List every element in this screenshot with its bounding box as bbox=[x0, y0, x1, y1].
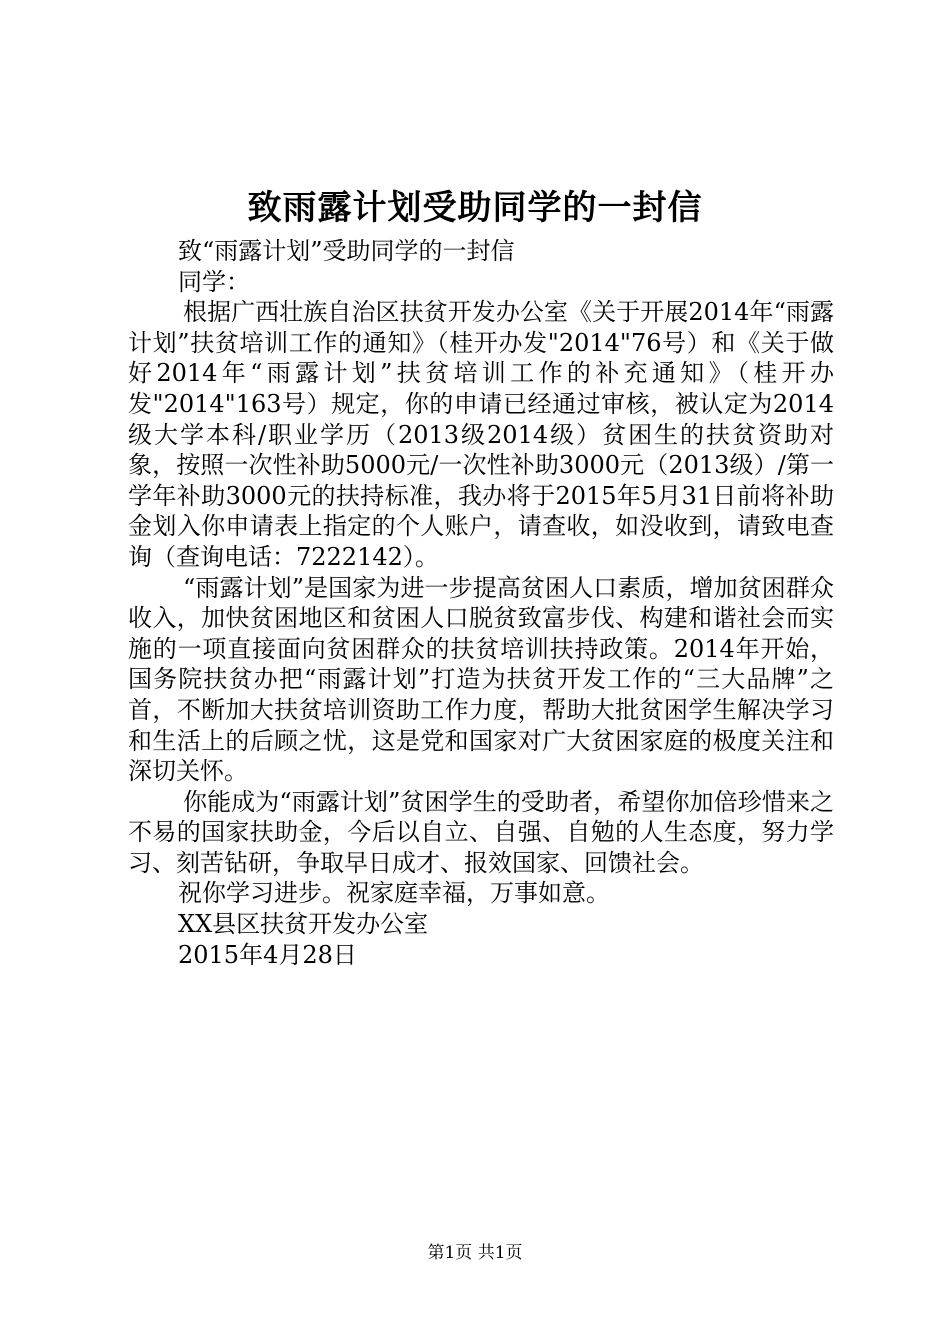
paragraph-1: 根据广西壮族自治区扶贫开发办公室《关于开展2014年“雨露计划”扶贫培训工作的通知》（桂开办发"2014"76号）和《关于做好2014年“雨露计划”扶贫培训工作的补充通知》（桂开办发"2014"163号）规定，你的申请已经通过审核，被认定为2014级大学本科/职业学历（2013级2014级）贫困生的扶贫资助对象，按照一次性补助5000元/一次性补助3000元（2013级）/第一学年补助3000元的扶持标准，我办将于2015年5月31日前将补助金划入你申请表上指定的个人账户，请查收，如没收到，请致电查询（查询电话：7222142）。 bbox=[128, 298, 834, 571]
salutation: 同学： bbox=[178, 267, 250, 296]
paragraph-3: 你能成为“雨露计划”贫困学生的受助者，希望你加倍珍惜来之不易的国家扶助金，今后以自立、自强、自勉的人生态度，努力学习、刻苦钻研，争取早日成才、报效国家、回馈社会。 bbox=[128, 787, 834, 877]
document-title: 致雨露计划受助同学的一封信 bbox=[247, 188, 703, 228]
closing-wishes: 祝你学习进步。祝家庭幸福，万事如意。 bbox=[178, 879, 610, 908]
document-body bbox=[128, 236, 834, 970]
signature: XX县区扶贫开发办公室 bbox=[178, 910, 429, 939]
page-footer: 第1页 共1页 bbox=[427, 1243, 523, 1263]
date: 2015年4月28日 bbox=[178, 940, 357, 969]
paragraph-2: “雨露计划”是国家为进一步提高贫困人口素质，增加贫困群众收入，加快贫困地区和贫困人口脱贫致富步伐、构建和谐社会而实施的一项直接面向贫困群众的扶贫培训扶持政策。2014年开始，国务院扶贫办把“雨露计划”打造为扶贫开发工作的“三大品牌”之首，不断加大扶贫培训资助工作力度，帮助大批贫困学生解决学习和生活上的后顾之忧，这是党和国家对广大贫困家庭的极度关注和深切关怀。 bbox=[128, 573, 834, 786]
letter-subtitle: 致“雨露计划”受助同学的一封信 bbox=[178, 237, 515, 265]
